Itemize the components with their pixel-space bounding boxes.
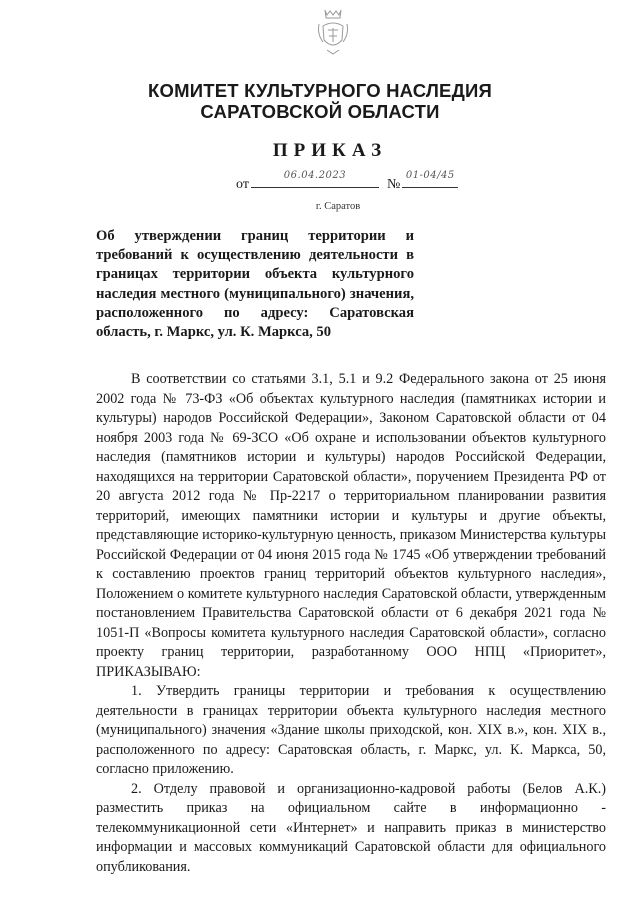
org-name-line1: КОМИТЕТ КУЛЬТУРНОГО НАСЛЕДИЯ xyxy=(148,80,492,101)
date-field xyxy=(251,170,379,188)
number-value: 01-04/45 xyxy=(405,170,455,181)
number-field xyxy=(402,170,458,188)
document-subject: Об утверждении границ территории и требований к осуществлению деятельности в границах территории объекта культурного наследия местного (муниципального) значения, расположенного по адресу: Саратовская область, г. Маркс, ул. К. Маркса, 50 xyxy=(96,228,414,341)
date-value: 06.04.2023 xyxy=(283,170,347,181)
body-paragraph-item-2: 2. Отделу правовой и организационно-кадровой работы (Белов А.К.) разместить приказ на официальном сайте в информационно - телекоммуникационной сети «Интернет» и направить приказ в министерство информации и массовых коммуникаций Саратовской области для официального опубликования. xyxy=(96,780,606,875)
number-label: № xyxy=(386,177,401,192)
coat-of-arms-icon xyxy=(315,6,351,58)
body-paragraph-item-1: 1. Утвердить границы территории и требования к осуществлению деятельности в границах территории объекта культурного наследия местного (муниципального) значения «Здание школы приходской, кон. XIX в.», кон. XIX в., расположенного по адресу: Саратовская область, г. Маркс, ул. К. Маркса, 50, согласно приложению. xyxy=(96,683,606,777)
body-paragraph-preamble: В соответствии со статьями 3.1, 5.1 и 9.2 Федерального закона от 25 июня 2002 года № 73-ФЗ «Об объектах культурного наследия (памятниках истории и культуры) народов Российской Федерации», Законом Саратовской области от 04 ноября 2003 года № 69-ЗСО «Об охране и использовании объектов культурного наследия (памятников истории и культуры) народов Российской Федерации, находящихся на территории Саратовской области», поручением Президента РФ от 20 августа 2012 года № Пр-2217 о территориальном планировании развития территорий, имеющих памятники истории и культуры и другие объекты, представляющие историко-культурную ценность, приказом Министерства культуры Российской Федерации от 04 июня 2015 года № 1745 «Об утверждении требований к составлению проектов границ территорий объектов культурного наследия», Положением о комитете культурного наследия Саратовской области, утвержденным постановлением Правительства Саратовской области от 6 декабря 2021 года № 1051-П «Вопросы комитета культурного наследия Саратовской области», согласно проекту границ территории, разработанному ООО НПЦ «Приоритет», ПРИКАЗЫВАЮ: xyxy=(96,371,606,680)
date-number-line xyxy=(236,170,458,193)
date-label: от xyxy=(236,177,249,192)
document-body xyxy=(96,370,606,877)
org-name-line2: САРАТОВСКОЙ ОБЛАСТИ xyxy=(200,101,440,122)
document-type-title: ПРИКАЗ xyxy=(272,140,388,161)
city-label: г. Саратов xyxy=(315,201,361,212)
